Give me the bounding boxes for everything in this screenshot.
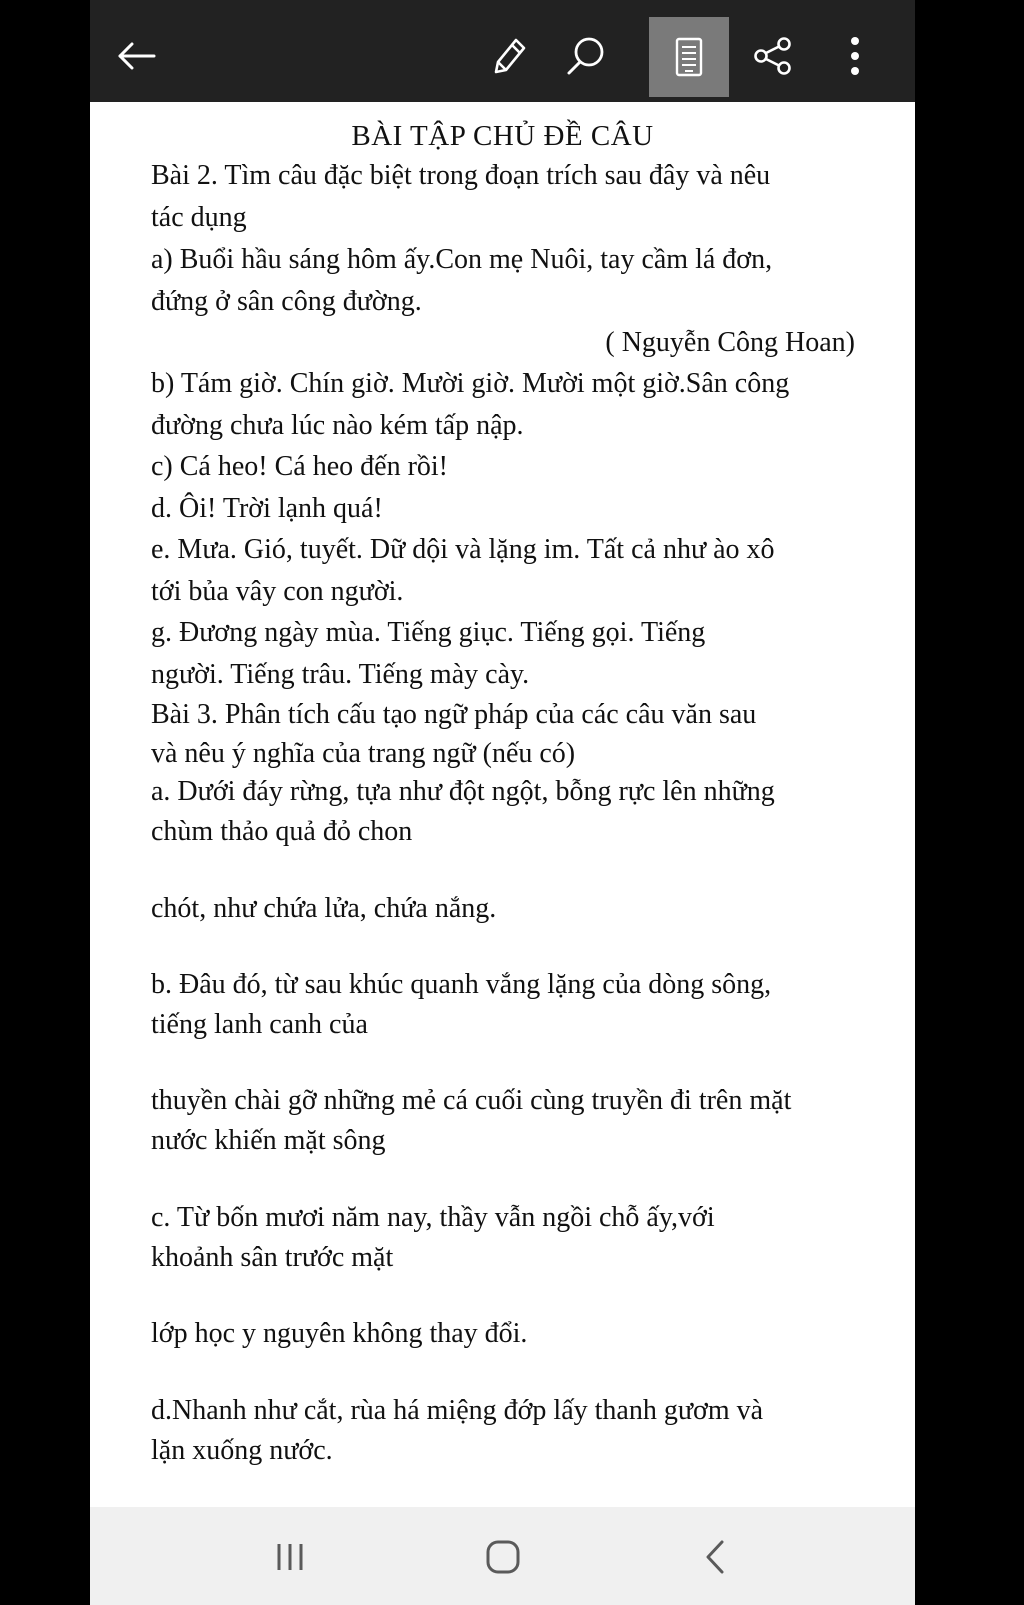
text-line: khoảnh sân trước mặt — [151, 1242, 394, 1273]
document-page — [90, 102, 915, 1507]
document-lines-icon — [672, 36, 706, 78]
text-line: d. Ôi! Trời lạnh quá! — [151, 493, 383, 524]
system-navigation-bar — [90, 1507, 915, 1605]
text-line: b) Tám giờ. Chín giờ. Mười giờ. Mười một giờ.Sân công — [151, 368, 790, 399]
text-line: đứng ở sân công đường. — [151, 286, 422, 317]
text-line: c. Từ bốn mươi năm nay, thầy vẫn ngồi chỗ ấy,với — [151, 1202, 715, 1233]
text-line: thuyền chài gỡ những mẻ cá cuối cùng truyền đi trên mặt — [151, 1085, 792, 1116]
text-line: Bài 2. Tìm câu đặc biệt trong đoạn trích sau đây và nêu — [151, 160, 771, 191]
text-line: chót, như chứa lửa, chứa nắng. — [151, 893, 497, 924]
arrow-left-icon — [114, 36, 158, 76]
top-toolbar — [90, 0, 915, 102]
text-line: chùm thảo quả đỏ chon — [151, 816, 413, 847]
text-line: a) Buổi hầu sáng hôm ấy.Con mẹ Nuôi, tay cầm lá đơn, — [151, 244, 773, 275]
more-options-button[interactable] — [825, 16, 885, 96]
recent-apps-button[interactable] — [255, 1529, 325, 1585]
text-line: Bài 3. Phân tích cấu tạo ngữ pháp của các câu văn sau — [151, 699, 757, 730]
text-line: đường chưa lúc nào kém tấp nập. — [151, 410, 524, 441]
text-line: và nêu ý nghĩa của trang ngữ (nếu có) — [151, 738, 576, 769]
text-line: tác dụng — [151, 202, 247, 233]
text-line: lớp học y nguyên không thay đổi. — [151, 1318, 528, 1349]
author-citation: ( Nguyễn Công Hoan) — [605, 327, 855, 358]
text-line: nước khiến mặt sông — [151, 1125, 386, 1156]
text-line: tiếng lanh canh của — [151, 1009, 368, 1040]
text-line: c) Cá heo! Cá heo đến rồi! — [151, 451, 448, 482]
text-line: người. Tiếng trâu. Tiếng mày cày. — [151, 659, 530, 690]
more-vertical-icon — [847, 36, 863, 76]
system-back-button[interactable] — [680, 1529, 750, 1585]
text-line: a. Dưới đáy rừng, tựa như đột ngột, bỗng rực lên những — [151, 776, 775, 807]
chevron-left-icon — [700, 1537, 730, 1577]
edit-button[interactable] — [474, 16, 542, 96]
back-button[interactable] — [102, 16, 170, 96]
recent-apps-icon — [273, 1540, 307, 1574]
text-line: g. Đương ngày mùa. Tiếng giục. Tiếng gọi. Tiếng — [151, 617, 706, 648]
text-line: e. Mưa. Gió, tuyết. Dữ dội và lặng im. Tất cả như ào xô — [151, 534, 775, 565]
text-line: b. Đâu đó, từ sau khúc quanh vắng lặng của dòng sông, — [151, 969, 772, 1000]
share-icon — [751, 34, 795, 78]
home-button[interactable] — [468, 1529, 538, 1585]
text-line: tới bủa vây con người. — [151, 576, 404, 607]
share-button[interactable] — [739, 16, 807, 96]
document-title: BÀI TẬP CHỦ ĐỀ CÂU — [351, 120, 654, 152]
search-button[interactable] — [552, 16, 620, 96]
home-icon — [483, 1537, 523, 1577]
search-icon — [564, 34, 608, 78]
text-line: lặn xuống nước. — [151, 1435, 333, 1466]
pencil-icon — [488, 34, 528, 78]
phone-screen — [90, 0, 915, 1605]
text-line: d.Nhanh như cắt, rùa há miệng đớp lấy thanh gươm và — [151, 1395, 764, 1426]
reading-mode-button[interactable] — [649, 17, 729, 97]
